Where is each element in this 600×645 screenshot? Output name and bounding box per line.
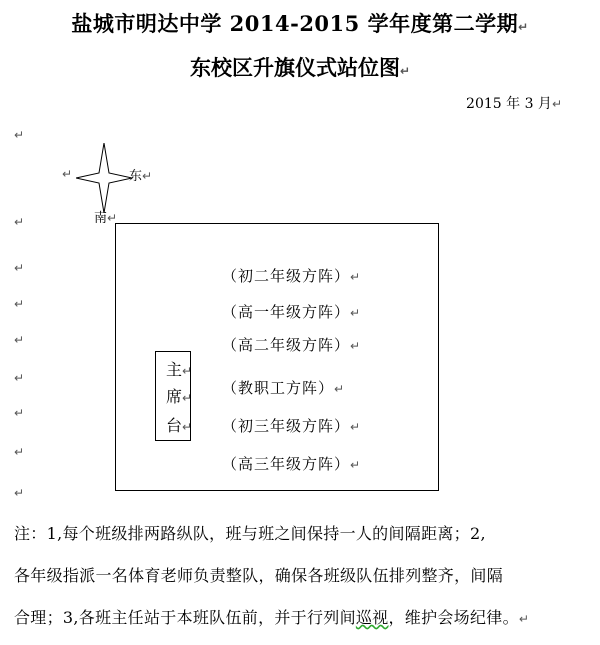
paragraph-mark: ↵ xyxy=(14,486,25,500)
paragraph-mark: ↵ xyxy=(107,211,118,225)
page-title-line1: 盐城市明达中学 2014-2015 学年度第二学期↵ xyxy=(71,11,529,36)
podium-char: 台↵ xyxy=(166,416,193,435)
compass-south-label: 南↵ xyxy=(94,211,118,226)
paragraph-mark: ↵ xyxy=(62,167,73,181)
paragraph-mark: ↵ xyxy=(14,333,25,347)
paragraph-mark: ↵ xyxy=(14,445,25,459)
paragraph-mark: ↵ xyxy=(14,371,25,385)
note-line3: 合理；3,各班主任站于本班队伍前，并于行列间巡视，维护会场纪律。↵ xyxy=(14,608,530,627)
paragraph-mark: ↵ xyxy=(182,391,193,405)
paragraph-mark: ↵ xyxy=(350,270,362,284)
paragraph-mark: ↵ xyxy=(399,64,411,78)
paragraph-mark: ↵ xyxy=(350,420,362,434)
paragraph-mark: ↵ xyxy=(14,128,25,142)
formation-senior2: （高二年级方阵）↵ xyxy=(222,336,362,354)
formation-grade8: （初二年级方阵）↵ xyxy=(222,267,362,285)
paragraph-mark: ↵ xyxy=(14,297,25,311)
paragraph-mark: ↵ xyxy=(350,339,362,353)
paragraph-mark: ↵ xyxy=(350,458,362,472)
compass-star-icon xyxy=(76,143,132,213)
compass-east-label: 东↵ xyxy=(129,169,153,184)
document-date: 2015 年 3 月↵ xyxy=(466,96,562,112)
paragraph-mark: ↵ xyxy=(518,20,529,34)
page-title-line2: 东校区升旗仪式站位图↵ xyxy=(189,55,411,80)
paragraph-mark: ↵ xyxy=(518,612,530,626)
spellcheck-underlined-text: 巡视 xyxy=(355,608,389,627)
formation-staff: （教职工方阵）↵ xyxy=(222,379,346,397)
note-line2: 各年级指派一名体育老师负责整队，确保各班级队伍排列整齐，间隔 xyxy=(14,566,504,585)
formation-senior1: （高一年级方阵）↵ xyxy=(222,303,362,321)
paragraph-mark: ↵ xyxy=(142,169,153,183)
paragraph-mark: ↵ xyxy=(14,215,25,229)
podium-char: 主↵ xyxy=(166,360,193,379)
paragraph-mark: ↵ xyxy=(14,261,25,275)
paragraph-mark: ↵ xyxy=(551,97,562,111)
paragraph-mark: ↵ xyxy=(182,364,193,378)
paragraph-mark: ↵ xyxy=(14,406,25,420)
note-line1: 注：1,每个班级排两路纵队，班与班之间保持一人的间隔距离；2, xyxy=(14,524,486,543)
podium-char: 席↵ xyxy=(166,387,193,406)
paragraph-mark: ↵ xyxy=(334,382,346,396)
formation-grade9: （初三年级方阵）↵ xyxy=(222,417,362,435)
paragraph-mark: ↵ xyxy=(182,420,193,434)
paragraph-mark: ↵ xyxy=(350,306,362,320)
formation-senior3: （高三年级方阵）↵ xyxy=(222,455,362,473)
